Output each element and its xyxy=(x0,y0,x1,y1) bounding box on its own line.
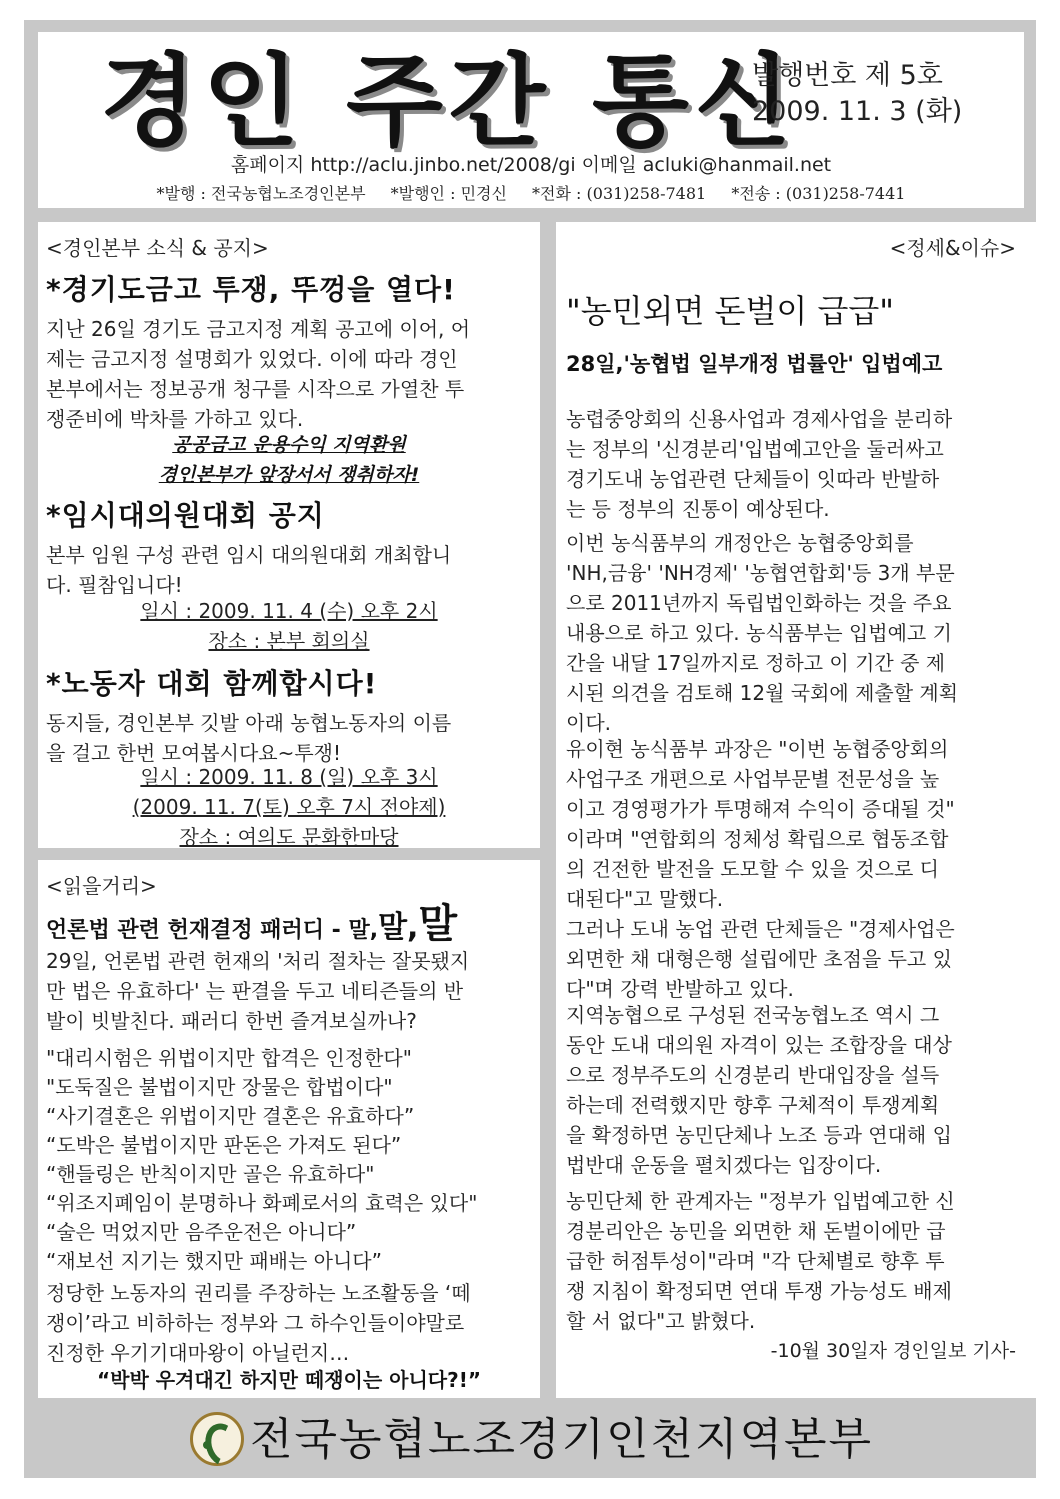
text-line: 농렵중앙회의 신용사업과 경제사업을 분리하 xyxy=(566,407,953,431)
text-line: 을 걸고 한번 모여봅시다요~투쟁! xyxy=(46,741,342,765)
text-line: 이번 농식품부의 개정안은 농협중앙회를 xyxy=(566,531,914,555)
news-item3-body xyxy=(46,708,532,768)
reading-section xyxy=(38,860,540,1398)
reading-quotes xyxy=(46,1044,532,1276)
quote-line: “위조지폐임이 분명하나 화폐로서의 효력은 있다" xyxy=(46,1191,478,1215)
news-item2-schedule xyxy=(46,596,532,656)
text-line: 'NH,금융' 'NH경제' '농협연합회'등 3개 부문 xyxy=(566,561,955,585)
text-line: 농민단체 한 관계자는 "정부가 입법예고한 신 xyxy=(566,1189,955,1213)
text-line: 이라며 "연합회의 정체성 확립으로 협동조합 xyxy=(566,827,949,851)
text-line: 법반대 운동을 펼치겠다는 입장이다. xyxy=(566,1153,882,1177)
text-line: 이고 경영평가가 투명해져 수익이 증대될 것" xyxy=(566,797,955,821)
issue-headline: "농민외면 돈벌이 급급" xyxy=(566,292,894,330)
text-line: 발이 빗발친다. 패러디 한번 즐겨보실까나? xyxy=(46,1009,417,1033)
news-section-label: <경인본부 소식 & 공지> xyxy=(46,236,269,260)
text-line: 시된 의견을 검토해 12월 국회에 제출할 계획 xyxy=(566,681,959,705)
issue-subhead: 28일,'농협법 일부개정 법률안' 입법예고 xyxy=(566,352,943,376)
quote-line: “술은 먹었지만 음주운전은 아니다” xyxy=(46,1220,357,1244)
slogan-line: 경인본부가 앞장서서 쟁취하자! xyxy=(158,464,420,486)
text-line: 다. 필참입니다! xyxy=(46,573,183,597)
text-line: 만 법은 유효하다' 는 판결을 두고 네티즌들의 반 xyxy=(46,979,464,1003)
news-item2-title: *임시대의원대회 공지 xyxy=(46,499,325,532)
editor: *발행인 : 민경신 xyxy=(390,184,507,203)
text-line: 는 등 정부의 진통이 예상된다. xyxy=(566,497,830,521)
news-item3-schedule xyxy=(46,762,532,852)
text-line: 진정한 우기기대마왕이 아닐런지… xyxy=(46,1341,350,1365)
issue-paragraph-2 xyxy=(566,528,1028,738)
reading-title xyxy=(46,892,457,949)
text-line: 그러나 도내 농업 관련 단체들은 "경제사업은 xyxy=(566,917,955,941)
news-item3-title: *노동자 대회 함께합시다! xyxy=(46,667,378,700)
reading-title-end: 말 xyxy=(418,901,458,947)
reading-title-prefix: 언론법 관련 헌재결정 패러디 - 말, xyxy=(46,918,379,943)
news-item2-body xyxy=(46,540,532,600)
text-line: 동안 도내 대의원 자격이 있는 조합장을 대상 xyxy=(566,1033,952,1057)
text-line: 으로 2011년까지 독립법인화하는 것을 주요 xyxy=(566,591,952,615)
slogan-line: 공공금고 운용수익 지역환원 xyxy=(172,434,406,456)
text-line: 지난 26일 경기도 금고지정 계획 공고에 이어, 어 xyxy=(46,317,471,341)
quote-line: “핸들링은 반칙이지만 골은 유효하다" xyxy=(46,1162,375,1186)
news-section xyxy=(38,222,540,848)
text-line: 동지들, 경인본부 깃발 아래 농협노동자의 이름 xyxy=(46,711,452,735)
quote-line: "도둑질은 불법이지만 장물은 합법이다" xyxy=(46,1075,393,1099)
text-line: 쟁이’라고 비하하는 정부와 그 하수인들이야말로 xyxy=(46,1311,465,1335)
text-line: 급한 허점투성이"라며 "각 단체별로 향후 투 xyxy=(566,1249,945,1273)
issue-section xyxy=(556,222,1038,1398)
text-line: 의 건전한 발전을 도모할 수 있을 것으로 디 xyxy=(566,857,939,881)
text-line: 대된다"고 말했다. xyxy=(566,887,724,911)
event-eve: (2009. 11. 7(토) 오후 7시 전야제) xyxy=(132,795,446,819)
issue-date: 2009. 11. 3 (화) xyxy=(752,96,963,127)
text-line: 간을 내달 17일까지로 정하고 이 기간 중 제 xyxy=(566,651,946,675)
phone: *전화 : (031)258-7481 xyxy=(532,184,707,203)
text-line: 다"며 강력 반발하고 있다. xyxy=(566,977,794,1001)
text-line: 쟁 지침이 확정되면 연대 투쟁 가능성도 배제 xyxy=(566,1279,952,1303)
event-place: 장소 : 본부 회의실 xyxy=(208,629,370,653)
news-item1-title: *경기도금고 투쟁, 뚜껑을 열다! xyxy=(46,273,456,306)
footer-org-name: 전국농협노조경기인천지역본부 xyxy=(250,1414,874,1465)
masthead-title: 경인 주간 통신 xyxy=(100,43,798,160)
news-item1-slogan xyxy=(46,430,532,490)
issue-paragraph-5 xyxy=(566,1186,1028,1336)
issue-paragraph-4 xyxy=(566,1000,1028,1180)
newsletter-header xyxy=(38,32,1024,208)
text-line: 는 정부의 '신경분리'입법예고안을 둘러싸고 xyxy=(566,437,944,461)
quote-line: “재보선 지기는 했지만 패배는 아니다” xyxy=(46,1249,382,1273)
text-line: 본부 임원 구성 관련 임시 대의원대회 개최합니 xyxy=(46,543,452,567)
contact-line: 홈페이지 http://aclu.jinbo.net/2008/gi 이메일 acluki@hanmail.net xyxy=(230,154,832,176)
fax: *전송 : (031)258-7441 xyxy=(731,184,906,203)
text-line: 내용으로 하고 있다. 농식품부는 입법예고 기 xyxy=(566,621,952,645)
text-line: 본부에서는 정보공개 청구를 시작으로 가열찬 투 xyxy=(46,377,465,401)
text-line: 경분리안은 농민을 외면한 채 돈벌이에만 급 xyxy=(566,1219,946,1243)
issue-number: 발행번호 제 5호 xyxy=(752,60,943,91)
text-line: 외면한 채 대형은행 설립에만 초점을 두고 있 xyxy=(566,947,952,971)
event-time: 일시 : 2009. 11. 4 (수) 오후 2시 xyxy=(140,599,438,623)
text-line: 이다. xyxy=(566,711,611,735)
reading-intro xyxy=(46,946,532,1036)
reading-title-mid: 말, xyxy=(378,910,419,945)
text-line: 하는데 전력했지만 향후 구체적이 투쟁계획 xyxy=(566,1093,940,1117)
issue-section-label: <정세&이슈> xyxy=(889,236,1016,260)
text-line: 으로 정부주도의 신경분리 반대입장을 설득 xyxy=(566,1063,940,1087)
event-place: 장소 : 여의도 문화한마당 xyxy=(179,825,399,849)
news-item1-body xyxy=(46,314,532,434)
sprout-logo-icon xyxy=(190,1412,244,1466)
text-line: 정당한 노동자의 권리를 주장하는 노조활동을 ‘떼 xyxy=(46,1281,471,1305)
text-line: 유이현 농식품부 과장은 "이번 농협중앙회의 xyxy=(566,737,949,761)
event-time: 일시 : 2009. 11. 8 (일) 오후 3시 xyxy=(140,765,438,789)
reading-closing: “박박 우겨대긴 하지만 떼쟁이는 아니다?!” xyxy=(97,1368,481,1392)
quote-line: “도박은 불법이지만 판돈은 가져도 된다” xyxy=(46,1133,402,1157)
text-line: 을 확정하면 농민단체나 노조 등과 연대해 입 xyxy=(566,1123,952,1147)
text-line: 할 서 없다"고 밝혔다. xyxy=(566,1309,756,1333)
publication-info xyxy=(38,181,1024,204)
quote-line: "대리시험은 위법이지만 합격은 인정한다" xyxy=(46,1046,412,1070)
text-line: 경기도내 농업관련 단체들이 잇따라 반발하 xyxy=(566,467,940,491)
text-line: 사업구조 개편으로 사업부문별 전문성을 높 xyxy=(566,767,940,791)
text-line: 29일, 언론법 관련 헌재의 '처리 절차는 잘못됐지 xyxy=(46,949,470,973)
reading-outro xyxy=(46,1278,532,1368)
text-line: 쟁준비에 박차를 가하고 있다. xyxy=(46,407,304,431)
issue-paragraph-1 xyxy=(566,404,1028,524)
issue-paragraph-3 xyxy=(566,734,1028,1004)
reading-section-label: <읽을거리> xyxy=(46,874,157,898)
publisher: *발행 : 전국농협노조경인본부 xyxy=(156,184,366,203)
text-line: 지역농협으로 구성된 전국농협노조 역시 그 xyxy=(566,1003,940,1027)
text-line: 제는 금고지정 설명회가 있었다. 이에 따라 경인 xyxy=(46,347,458,371)
issue-source: -10월 30일자 경인일보 기사- xyxy=(770,1340,1016,1362)
issue-info xyxy=(752,58,1012,130)
quote-line: “사기결혼은 위법이지만 결혼은 유효하다” xyxy=(46,1104,415,1128)
